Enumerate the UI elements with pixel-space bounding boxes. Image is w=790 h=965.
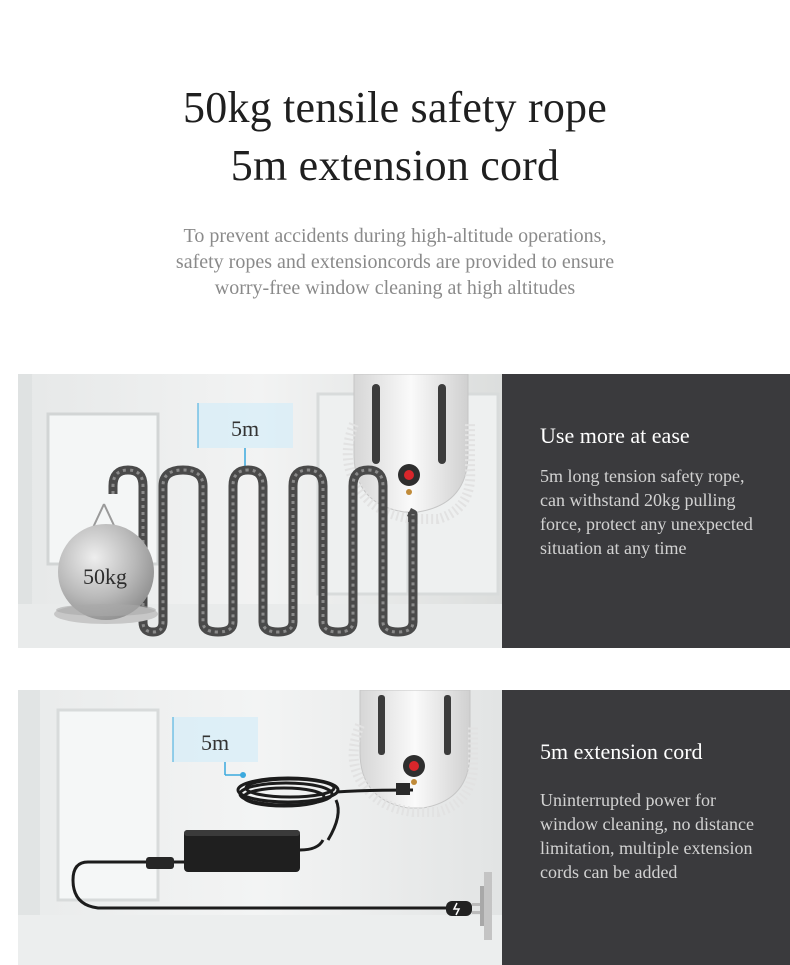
weight-label: 50kg [83,564,127,589]
section-body: Uninterrupted power for window cleaning, no distance limitation, multiple extension cords can be added [540,790,754,882]
rope-length-label: 5m [231,416,260,441]
intro-line: To prevent accidents during high-altitude operations, [183,225,607,247]
cord-length-label: 5m [201,730,230,755]
safety-rope-image [18,374,502,648]
safety-rope-section [18,374,790,648]
section-heading: Use more at ease [540,423,690,448]
intro-line: safety ropes and extensioncords are provided to ensure [175,251,615,273]
page-title-line2: 5m extension cord [230,141,560,190]
page-title-line1: 50kg tensile safety rope [183,83,607,132]
extension-cord-section [18,690,790,965]
safety-rope-illustration [18,374,502,648]
intro-line: worry-free window cleaning at high altitudes [214,277,576,299]
section-body: 5m long tension safety rope, can withstand 20kg pulling force, protect any unexpected situation at any time [540,466,753,558]
extension-cord-illustration [18,690,502,965]
safety-rope-text-panel [502,374,790,648]
section-heading: 5m extension cord [540,739,703,764]
extension-cord-image [18,690,502,965]
extension-cord-text-panel [502,690,790,965]
